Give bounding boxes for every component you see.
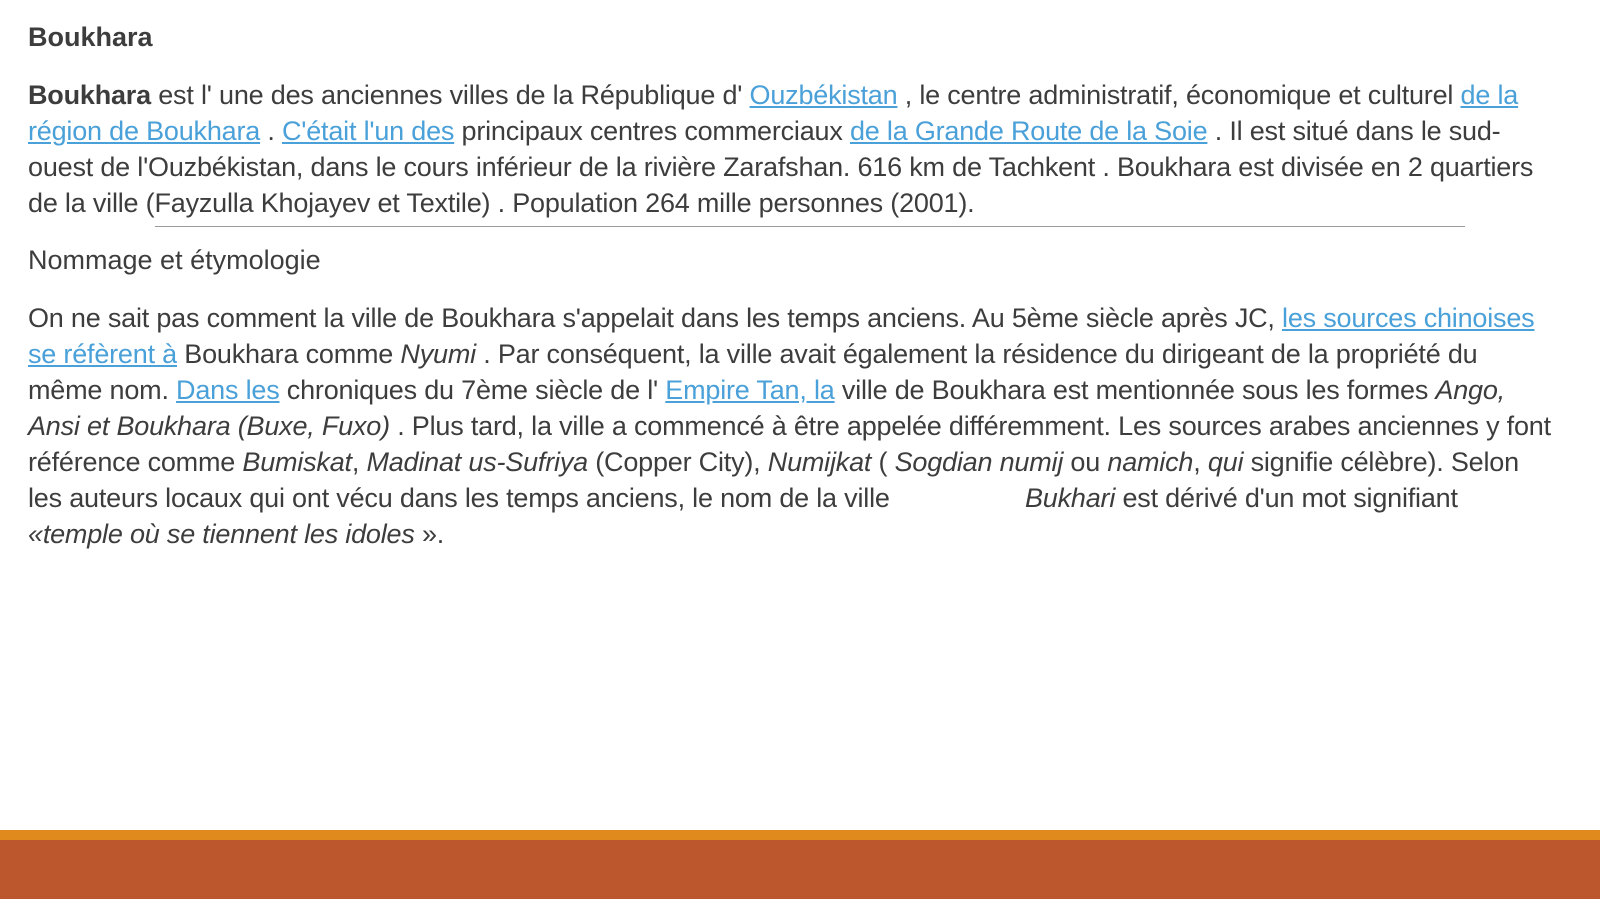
italic-span: Bukhari [1025, 483, 1116, 514]
text-span: ville de Boukhara est mentionnée sous les formes [834, 375, 1436, 406]
text-span: . Il est situé dans le sud-ouest de l'Ouzbékistan, dans le cours inférieur de la rivière Zarafshan. 616 km de Tachkent . Boukhara est divisée en 2 quartiers de la ville (Fayzulla Khojayev et Textile) . Population 264 mille personnes (2001). [28, 116, 1534, 219]
text-span: Boukhara comme [177, 339, 401, 370]
text-span: . [260, 116, 282, 147]
footer-bar [0, 840, 1600, 899]
link-dans-les[interactable]: Dans les [176, 375, 280, 406]
text-span: . Par conséquent, la ville avait également la résidence du dirigeant de la propriété du même nom. [28, 339, 1478, 406]
italic-span: namich [1107, 447, 1194, 478]
text-span: , [1193, 447, 1208, 478]
text-span: est dérivé d'un mot signifiant [1115, 483, 1458, 514]
link-chinese-sources[interactable]: les sources chinoises se réfèrent à [28, 303, 1535, 370]
italic-span: Nyumi [400, 339, 476, 370]
section-heading-etymology: Nommage et étymologie [28, 245, 321, 276]
bold-city-name: Boukhara [28, 80, 151, 111]
text-span: (Copper City), [587, 447, 768, 478]
italic-span: Ango, Ansi et Boukhara (Buxe, Fuxo) [28, 375, 1505, 442]
text-span: . Plus tard, la ville a commencé à être appelée différemment. Les sources arabes anciennes y font référence comme [28, 411, 1551, 478]
link-etait-lun-des[interactable]: C'était l'un des [281, 116, 455, 147]
link-uzbekistan[interactable]: Ouzbékistan [749, 80, 898, 111]
italic-span: Numijkat [767, 447, 872, 478]
text-span: est l' une des anciennes villes de la République d' [150, 80, 750, 111]
text-span: ou [1063, 447, 1108, 478]
link-bukhara-region[interactable]: de la région de Boukhara [28, 80, 1519, 147]
italic-span: qui [1207, 447, 1244, 478]
text-span: ». [414, 519, 445, 550]
text-span: , [351, 447, 367, 478]
text-span: On ne sait pas comment la ville de Boukhara s'appelait dans les temps anciens. Au 5ème siècle après JC, [28, 303, 1283, 334]
intro-paragraph [28, 77, 1558, 221]
italic-span: Bumiskat [242, 447, 352, 478]
text-span: chroniques du 7ème siècle de l' [279, 375, 666, 406]
text-span: signifie célèbre). Selon les auteurs locaux qui ont vécu dans les temps anciens, le nom de la ville [28, 447, 1519, 514]
italic-span: «temple où se tiennent les idoles [28, 519, 415, 550]
italic-span: Sogdian numij [894, 447, 1064, 478]
italic-span: Madinat us-Sufriya [366, 447, 588, 478]
text-span: principaux centres commerciaux [454, 116, 850, 147]
footer-accent-bar [0, 830, 1600, 840]
horizontal-divider [155, 226, 1465, 227]
etymology-paragraph [28, 300, 1558, 552]
text-span: ( [871, 447, 895, 478]
slide-title: Boukhara [28, 22, 153, 52]
text-span: , le centre administratif, économique et culturel [897, 80, 1461, 111]
link-silk-road[interactable]: de la Grande Route de la Soie [849, 116, 1208, 147]
link-empire-tan[interactable]: Empire Tan, la [665, 375, 835, 406]
slide-content [28, 20, 1558, 574]
